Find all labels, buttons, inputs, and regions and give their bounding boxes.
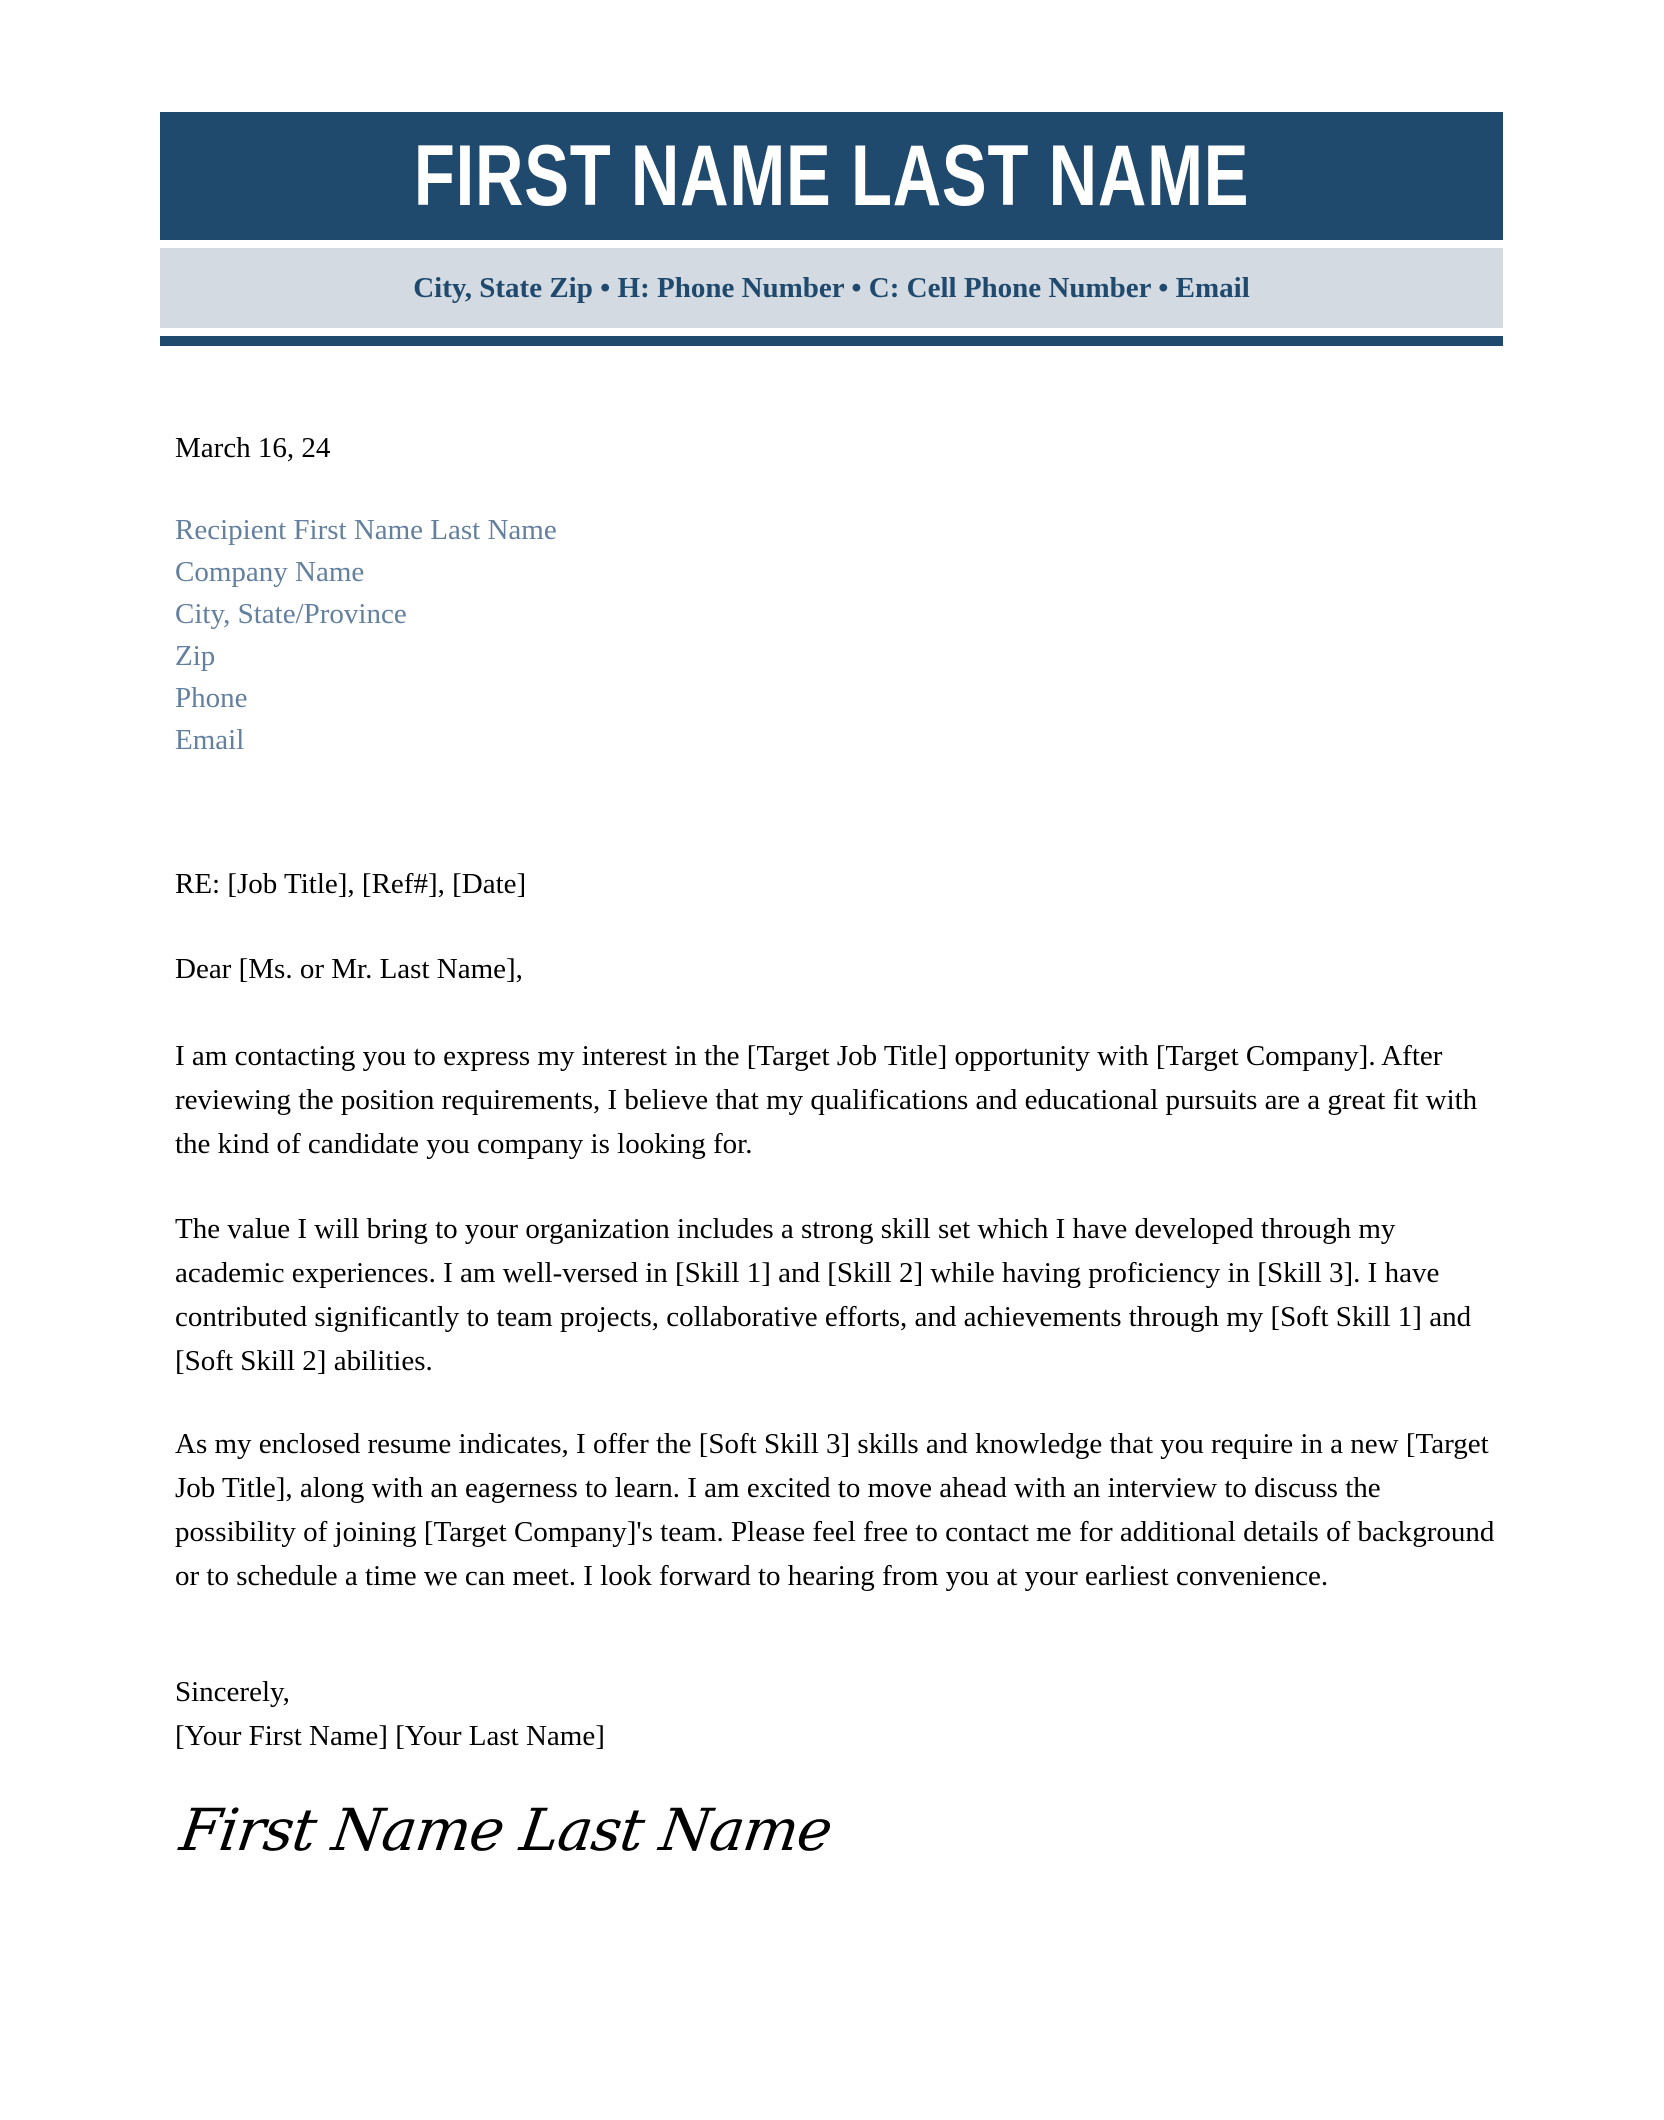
subject-line: RE: [Job Title], [Ref#], [Date] bbox=[175, 868, 527, 900]
header-divider-rule bbox=[160, 336, 1503, 346]
recipient-company-line: Company Name bbox=[175, 556, 365, 588]
recipient-zip-line: Zip bbox=[175, 640, 216, 672]
body-paragraph-3: As my enclosed resume indicates, I offer the [Soft Skill 3] skills and knowledge that you require in a new [Target Job Title], along with an eagerness to learn. I am excited to move ahead with an interview to discuss the possibility of joining [Target Company]'s team. Please feel free to contact me for additional details of background or to schedule a time we can meet. I look forward to hearing from you at your earliest convenience. bbox=[175, 1428, 1495, 1592]
recipient-email-line: Email bbox=[175, 724, 245, 756]
contact-banner bbox=[160, 248, 1503, 328]
sender-name: [Your First Name] [Your Last Name] bbox=[175, 1720, 605, 1752]
letter-date: March 16, 24 bbox=[175, 432, 331, 464]
handwritten-signature: First Name Last Name bbox=[176, 1796, 836, 1864]
recipient-phone-line: Phone bbox=[175, 682, 248, 714]
body-paragraph-1: I am contacting you to express my interest in the [Target Job Title] opportunity with [Target Company]. After reviewing the position requirements, I believe that my qualifications and educational pursuits are a great fit with the kind of candidate you company is looking for. bbox=[175, 1040, 1478, 1160]
salutation: Dear [Ms. or Mr. Last Name], bbox=[175, 953, 523, 985]
body-paragraph-2: The value I will bring to your organization includes a strong skill set which I have developed through my academic experiences. I am well-versed in [Skill 1] and [Skill 2] while having proficiency in [Skill 3]. I have contributed significantly to team projects, collaborative efforts, and achievements through my [Soft Skill 1] and [Soft Skill 2] abilities. bbox=[175, 1213, 1472, 1377]
applicant-name-heading: FIRST NAME LAST NAME bbox=[413, 128, 1250, 224]
recipient-city-line: City, State/Province bbox=[175, 598, 407, 630]
closing-word: Sincerely, bbox=[175, 1676, 290, 1708]
recipient-address-block bbox=[175, 509, 1495, 761]
name-banner bbox=[160, 112, 1503, 240]
contact-info-line: City, State Zip • H: Phone Number • C: Cell Phone Number • Email bbox=[413, 271, 1250, 304]
recipient-name-line: Recipient First Name Last Name bbox=[175, 514, 557, 546]
closing-block bbox=[175, 1670, 1495, 1758]
